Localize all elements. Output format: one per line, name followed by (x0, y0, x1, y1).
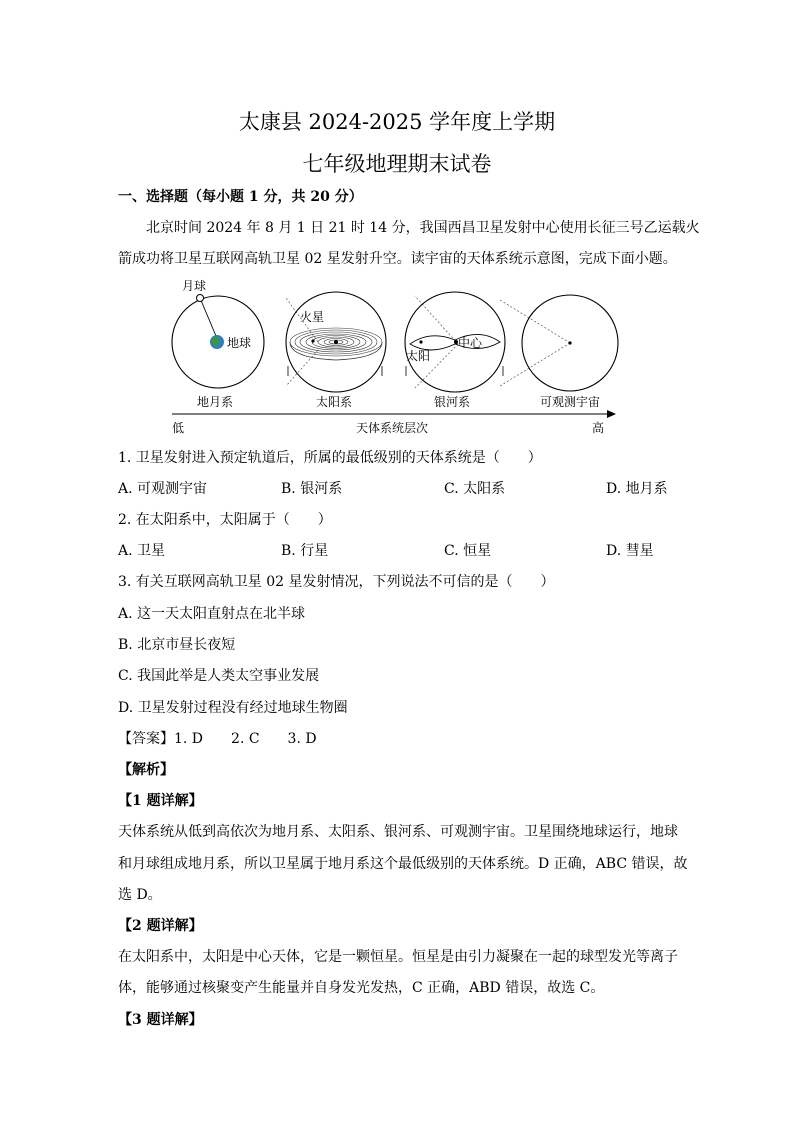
q1-option-d: D. 地月系 (606, 481, 668, 497)
center-label: 中心 (458, 336, 483, 350)
detail-1-line-2: 和月球组成地月系，所以卫星属于地月系这个最低级别的天体系统。D 正确，ABC 错误，故 (118, 856, 688, 872)
q2-option-d: D. 彗星 (606, 543, 654, 559)
system-label-solar: 太阳系 (316, 395, 353, 409)
q1-option-a: A. 可观测宇宙 (118, 481, 208, 497)
sun-label: 太阳 (406, 349, 431, 363)
q1-option-b: B. 银河系 (281, 481, 343, 497)
detail-2-heading: 【2 题详解】 (118, 918, 203, 934)
exam-title: 太康县 2024-2025 学年度上学期 (238, 110, 556, 134)
axis-title: 天体系统层次 (356, 421, 429, 435)
q2-option-c: C. 恒星 (444, 543, 492, 559)
question-1-stem: 1. 卫星发射进入预定轨道后，所属的最低级别的天体系统是（ ） (118, 450, 542, 466)
section-heading: 一、选择题（每小题 1 分，共 20 分） (118, 189, 363, 205)
axis-low-label: 低 (172, 421, 185, 435)
analysis-heading: 【解析】 (118, 762, 174, 778)
intro-line-1: 北京时间 2024 年 8 月 1 日 21 时 14 分，我国西昌卫星发射中心使用长征三号乙运载火 (146, 220, 700, 236)
q1-option-c: C. 太阳系 (444, 481, 506, 497)
q2-option-b: B. 行星 (281, 543, 329, 559)
exam-subtitle: 七年级地理期末试卷 (302, 152, 492, 176)
detail-2-line-2: 体，能够通过核聚变产生能量并自身发光发热，C 正确，ABD 错误，故选 C。 (118, 980, 605, 996)
q2-option-a: A. 卫星 (118, 543, 166, 559)
q3-option-c: C. 我国此举是人类太空事业发展 (118, 668, 320, 684)
q3-option-b: B. 北京市昼长夜短 (118, 637, 236, 653)
mars-label: 火星 (300, 310, 325, 324)
q3-option-a: A. 这一天太阳直射点在北半球 (118, 606, 306, 622)
detail-2-line-1: 在太阳系中，太阳是中心天体，它是一颗恒星。恒星是由引力凝聚在一起的球型发光等离子 (118, 949, 678, 965)
detail-1-line-3: 选 D。 (118, 887, 162, 903)
question-2-stem: 2. 在太阳系中，太阳属于（ ） (118, 512, 332, 528)
system-label-galaxy: 银河系 (434, 395, 471, 409)
detail-3-heading: 【3 题详解】 (118, 1012, 203, 1028)
detail-1-line-1: 天体系统从低到高依次为地月系、太阳系、银河系、可观测宇宙。卫星围绕地球运行，地球 (118, 824, 678, 840)
intro-line-2: 箭成功将卫星互联网高轨卫星 02 星发射升空。读宇宙的天体系统示意图，完成下面小题。 (118, 251, 677, 267)
q3-option-d: D. 卫星发射过程没有经过地球生物圈 (118, 700, 348, 716)
question-3-stem: 3. 有关互联网高轨卫星 02 星发射情况，下列说法不可信的是（ ） (118, 574, 555, 590)
answer-line: 【答案】1. D 2. C 3. D (118, 731, 317, 747)
moon-label: 月球 (182, 279, 207, 293)
system-label-universe: 可观测宇宙 (540, 395, 601, 409)
axis-high-label: 高 (592, 421, 605, 435)
earth-label: 地球 (227, 336, 252, 350)
system-label-earth-moon: 地月系 (197, 395, 234, 409)
detail-1-heading: 【1 题详解】 (118, 793, 203, 809)
celestial-system-diagram (160, 278, 630, 438)
